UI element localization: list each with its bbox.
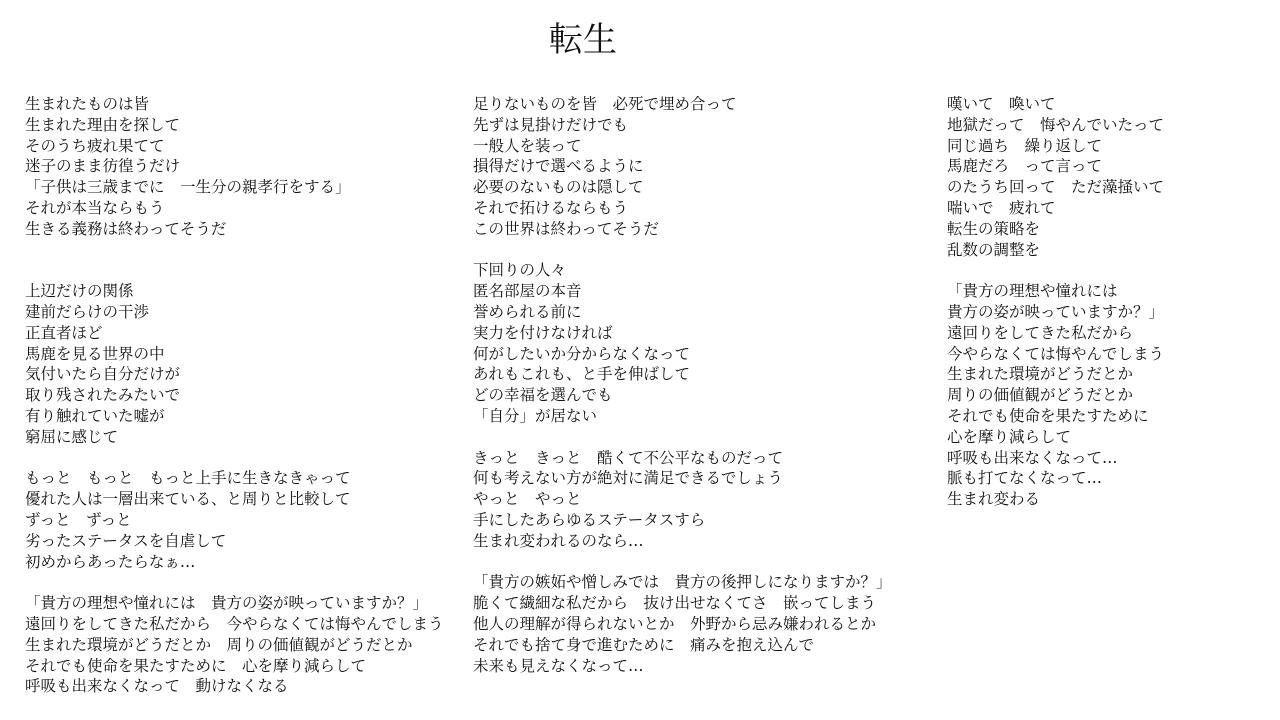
stanza <box>473 260 892 426</box>
lyric-line: 気付いたら自分だけが <box>25 365 181 384</box>
lyric-line: それでも使命を果たすために <box>947 406 1149 425</box>
lyric-line: 劣ったステータスを自虐して <box>25 531 227 550</box>
lyric-line: それが本当ならもう <box>25 198 165 217</box>
lyric-line: 遠回りをしてきた私だから 今やらなくては悔やんでしまう <box>25 614 444 633</box>
lyric-line: 喘いで 疲れて <box>947 198 1056 217</box>
lyric-line: 同じ過ち 繰り返して <box>947 136 1103 155</box>
lyric-line: そのうち疲れ果てて <box>25 136 165 155</box>
lyric-line: それでも捨て身で進むために 痛みを抱え込んで <box>473 635 815 654</box>
lyric-line: 有り触れていた嘘が <box>25 406 165 425</box>
lyric-line: やっと やっと <box>473 490 582 509</box>
lyric-line: 下回りの人々 <box>473 261 567 280</box>
lyric-line: 上辺だけの関係 <box>25 282 134 301</box>
lyric-line: それで拓けるならもう <box>473 198 629 217</box>
lyric-line: 心を摩り減らして <box>947 427 1072 446</box>
lyric-line: 「貴方の理想や憧れには 貴方の姿が映っていますか？」 <box>25 594 429 613</box>
lyric-line: 生きる義務は終わってそうだ <box>25 219 227 238</box>
lyric-line: 「自分」が居ない <box>473 406 598 425</box>
lyric-line: 正直者ほど <box>25 323 103 342</box>
lyric-line: 馬鹿だろ って言って <box>947 157 1103 176</box>
lyric-line: 生まれた理由を探して <box>25 115 181 134</box>
lyric-line: 手にしたあらゆるステータスすら <box>473 510 706 529</box>
lyric-line: 脈も打てなくなって… <box>947 469 1103 488</box>
stanza <box>473 448 892 552</box>
lyric-line: 必要のないものは隠して <box>473 178 644 197</box>
lyric-line: 脆くて繊細な私だから 抜け出せなくてさ 嵌ってしまう <box>473 594 877 613</box>
lyric-line: 損得だけで選べるように <box>473 157 644 176</box>
stanza <box>25 468 444 572</box>
lyric-line: 嘆いて 喚いて <box>947 95 1056 113</box>
lyric-line: 今やらなくては悔やんでしまう <box>947 344 1165 363</box>
lyric-line: 「貴方の嫉妬や憎しみでは 貴方の後押しになりますか？」 <box>473 573 892 592</box>
page-title: 転生 <box>549 20 617 60</box>
lyric-line: 「貴方の理想や憧れには <box>947 282 1118 301</box>
lyric-line: 初めからあったらなぁ… <box>25 552 196 571</box>
stanza <box>25 94 444 240</box>
lyric-line: 地獄だって 悔やんでいたって <box>947 115 1165 134</box>
stanza <box>473 94 892 240</box>
lyric-line: 匿名部屋の本音 <box>473 282 582 301</box>
stanza <box>947 281 1164 510</box>
lyric-line: 誉められる前に <box>473 302 582 321</box>
stanza <box>25 593 444 697</box>
stanza <box>947 94 1164 260</box>
lyric-line: のたうち回って ただ藻掻いて <box>947 178 1165 197</box>
lyric-line: 先ずは見掛けだけでも <box>473 115 629 134</box>
lyric-line: 生まれたものは皆 <box>25 95 150 113</box>
lyric-line: 生まれ変われるのなら… <box>473 531 644 550</box>
lyric-line: 呼吸も出来なくなって… <box>947 448 1118 467</box>
lyric-line: 何がしたいか分からなくなって <box>473 344 691 363</box>
lyric-line: 生まれた環境がどうだとか <box>947 365 1134 384</box>
lyric-line: 貴方の姿が映っていますか？」 <box>947 302 1165 321</box>
lyric-line: 遠回りをしてきた私だから <box>947 323 1134 342</box>
lyric-line: 馬鹿を見る世界の中 <box>25 344 165 363</box>
lyric-line: 一般人を装って <box>473 136 582 155</box>
lyric-line: 「子供は三歳までに 一生分の親孝行をする」 <box>25 178 351 197</box>
lyric-line: 足りないものを皆 必死で埋め合って <box>473 95 737 113</box>
lyric-line: 建前だらけの干渉 <box>25 302 150 321</box>
lyric-line: 生まれ変わる <box>947 490 1041 509</box>
lyric-line: 生まれた環境がどうだとか 周りの価値観がどうだとか <box>25 635 413 654</box>
lyric-line: 迷子のまま彷徨うだけ <box>25 157 181 176</box>
lyric-line: 何も考えない方が絶対に満足できるでしょう <box>473 469 783 488</box>
lyric-line: 転生の策略を <box>947 219 1041 238</box>
lyric-line: どの幸福を選んでも <box>473 386 613 405</box>
lyric-line: 取り残されたみたいで <box>25 386 181 405</box>
lyrics-column-2 <box>473 94 892 676</box>
lyric-line: 周りの価値観がどうだとか <box>947 386 1134 405</box>
lyric-line: 優れた人は一層出来ている、と周りと比較して <box>25 490 351 509</box>
lyric-line: 呼吸も出来なくなって 動けなくなる <box>25 677 289 696</box>
lyric-line: それでも使命を果たすために 心を摩り減らして <box>25 656 367 675</box>
lyrics-column-1 <box>25 94 444 697</box>
stanza <box>25 281 444 447</box>
lyric-line: ずっと ずっと <box>25 510 132 529</box>
lyric-line: 実力を付けなければ <box>473 323 613 342</box>
lyric-line: 他人の理解が得られないとか 外野から忌み嫌われるとか <box>473 614 877 633</box>
lyric-line: 窮屈に感じて <box>25 427 119 446</box>
lyric-line: もっと もっと もっと上手に生きなきゃって <box>25 469 351 488</box>
lyric-line: 未来も見えなくなって… <box>473 656 644 675</box>
lyric-line: この世界は終わってそうだ <box>473 219 659 238</box>
lyric-line: 乱数の調整を <box>947 240 1041 259</box>
lyric-line: あれもこれも、と手を伸ばして <box>473 365 691 384</box>
stanza <box>473 572 892 676</box>
lyrics-column-3 <box>947 94 1164 510</box>
lyric-line: きっと きっと 酷くて不公平なものだって <box>473 448 784 467</box>
